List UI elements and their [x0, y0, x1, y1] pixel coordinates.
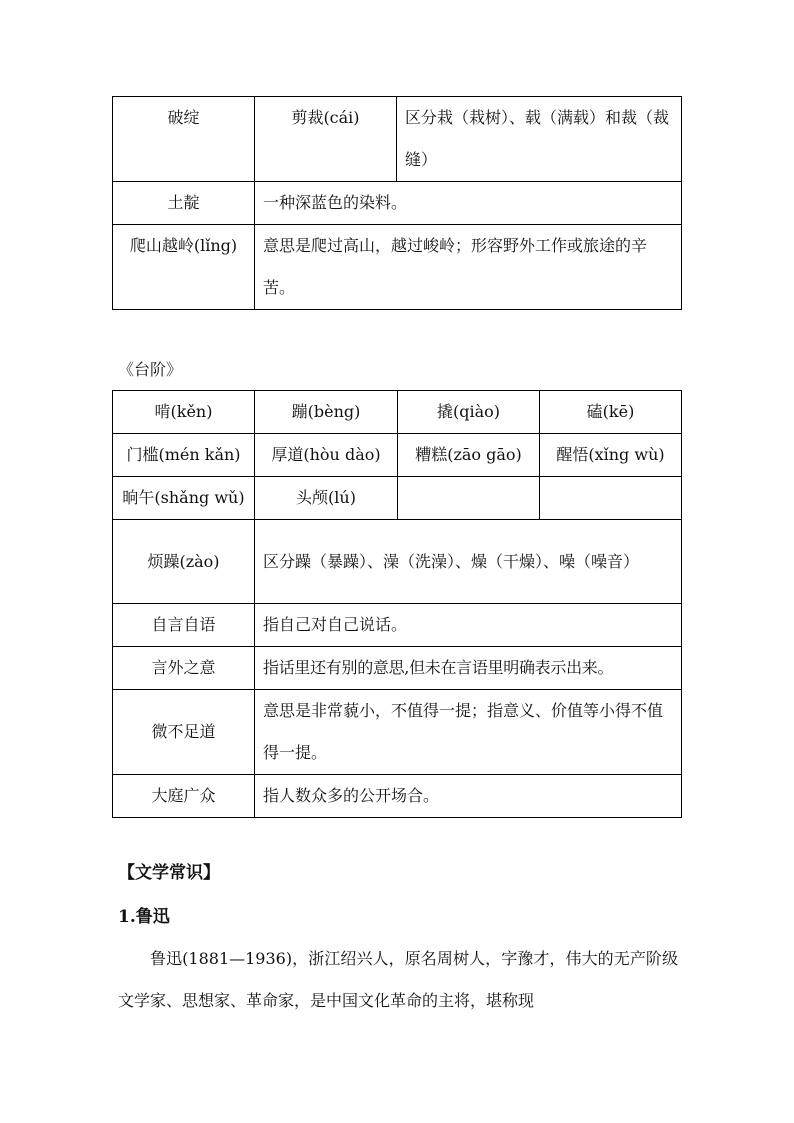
desc-cell: 意思是爬过高山，越过峻岭；形容野外工作或旅途的辛苦。: [255, 225, 682, 310]
desc-cell: 指自己对自己说话。: [255, 604, 682, 647]
note-cell: 剪裁(cái): [255, 97, 397, 182]
section-title: 【文学常识】: [118, 863, 220, 883]
table-row: [113, 690, 682, 775]
term-cell: 烦躁(zào): [113, 520, 255, 604]
body-paragraph: 鲁迅(1881—1936)，浙江绍兴人，原名周树人，字豫才，伟大的无产阶级文学家、思想家、革命家，是中国文化革命的主将，堪称现: [118, 949, 678, 1010]
pinyin-cell: 醒悟(xǐng wù): [540, 434, 682, 477]
desc-cell: 区分躁（暴躁）、澡（洗澡）、燥（干燥）、噪（噪音）: [255, 520, 682, 604]
table-row: [113, 225, 682, 310]
term-cell: 破绽: [113, 97, 255, 182]
desc-cell: 区分栽（栽树）、载（满载）和裁（裁缝）: [397, 97, 682, 182]
term-cell: 土靛: [113, 182, 255, 225]
table-row: [113, 182, 682, 225]
table-row: [113, 647, 682, 690]
pinyin-cell: 磕(kē): [540, 391, 682, 434]
pinyin-cell: 头颅(lú): [255, 477, 398, 520]
subsection-title: 1.鲁迅: [118, 907, 170, 927]
term-cell: 自言自语: [113, 604, 255, 647]
desc-cell: 一种深蓝色的染料。: [255, 182, 682, 225]
desc-cell: 指话里还有别的意思,但未在言语里明确表示出来。: [255, 647, 682, 690]
desc-cell: 意思是非常藐小，不值得一提；指意义、价值等小得不值得一提。: [255, 690, 682, 775]
pinyin-cell: 厚道(hòu dào): [255, 434, 398, 477]
lesson-caption: 《台阶》: [118, 360, 183, 379]
pinyin-cell: 糟糕(zāo gāo): [398, 434, 540, 477]
pinyin-cell: 啃(kěn): [113, 391, 255, 434]
table-row: [113, 391, 682, 434]
table-row: [113, 775, 682, 818]
term-cell: 爬山越岭(lǐng): [113, 225, 255, 310]
vocab-table-2: [112, 390, 682, 818]
desc-cell: 指人数众多的公开场合。: [255, 775, 682, 818]
pinyin-cell: 晌午(shǎng wǔ): [113, 477, 255, 520]
table-row: [113, 604, 682, 647]
table-row: [113, 97, 682, 182]
pinyin-cell: 撬(qiào): [398, 391, 540, 434]
table-row: [113, 434, 682, 477]
pinyin-cell: [398, 477, 540, 520]
pinyin-cell: 门槛(mén kǎn): [113, 434, 255, 477]
table-row: [113, 520, 682, 604]
term-cell: 言外之意: [113, 647, 255, 690]
pinyin-cell: [540, 477, 682, 520]
term-cell: 微不足道: [113, 690, 255, 775]
vocab-table-1: [112, 96, 682, 310]
pinyin-cell: 蹦(bèng): [255, 391, 398, 434]
table-row: [113, 477, 682, 520]
term-cell: 大庭广众: [113, 775, 255, 818]
